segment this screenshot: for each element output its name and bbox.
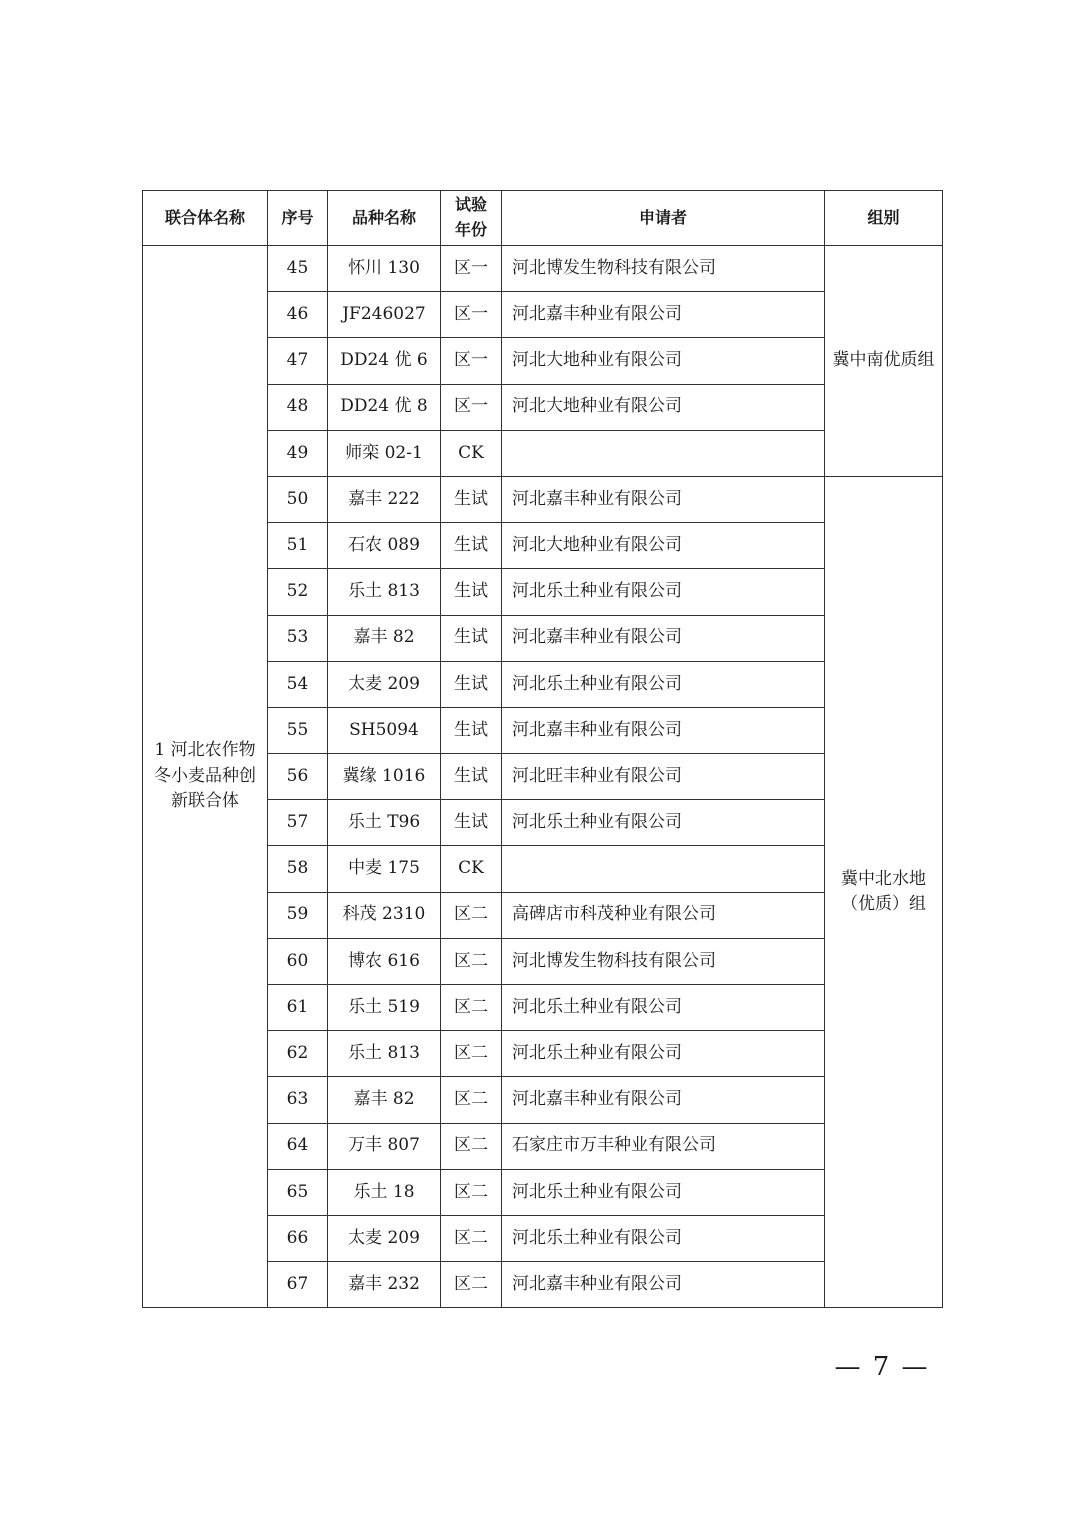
no-cell: 59 xyxy=(268,892,328,938)
no-cell: 53 xyxy=(268,615,328,661)
no-cell: 54 xyxy=(268,661,328,707)
variety-cell: 乐土 519 xyxy=(328,985,441,1031)
applicant-cell: 河北旺丰种业有限公司 xyxy=(502,754,825,800)
year-cell: 生试 xyxy=(441,661,502,707)
page-number: — 7 — xyxy=(834,1352,930,1382)
year-cell: 区二 xyxy=(441,1031,502,1077)
year-cell: 区一 xyxy=(441,292,502,338)
applicant-cell: 河北嘉丰种业有限公司 xyxy=(502,1077,825,1123)
table-row xyxy=(143,246,943,292)
variety-cell: 太麦 209 xyxy=(328,1215,441,1261)
year-cell: 生试 xyxy=(441,754,502,800)
header-variety: 品种名称 xyxy=(328,191,441,246)
applicant-cell: 河北博发生物科技有限公司 xyxy=(502,938,825,984)
header-group: 组别 xyxy=(825,191,943,246)
no-cell: 58 xyxy=(268,846,328,892)
applicant-cell: 河北乐土种业有限公司 xyxy=(502,569,825,615)
year-cell: 生试 xyxy=(441,476,502,522)
applicant-cell: 河北乐土种业有限公司 xyxy=(502,1215,825,1261)
union-name-cell: 1 河北农作物冬小麦品种创新联合体 xyxy=(143,246,268,1308)
no-cell: 63 xyxy=(268,1077,328,1123)
no-cell: 66 xyxy=(268,1215,328,1261)
applicant-cell: 河北嘉丰种业有限公司 xyxy=(502,292,825,338)
no-cell: 57 xyxy=(268,800,328,846)
applicant-cell: 河北嘉丰种业有限公司 xyxy=(502,1262,825,1308)
applicant-cell: 河北嘉丰种业有限公司 xyxy=(502,707,825,753)
variety-cell: JF246027 xyxy=(328,292,441,338)
variety-cell: 嘉丰 232 xyxy=(328,1262,441,1308)
variety-cell: 师栾 02-1 xyxy=(328,430,441,476)
variety-cell: 嘉丰 82 xyxy=(328,615,441,661)
variety-cell: 嘉丰 82 xyxy=(328,1077,441,1123)
applicant-cell xyxy=(502,846,825,892)
year-cell: 区二 xyxy=(441,1123,502,1169)
applicant-cell: 石家庄市万丰种业有限公司 xyxy=(502,1123,825,1169)
applicant-cell: 河北大地种业有限公司 xyxy=(502,338,825,384)
variety-cell: 中麦 175 xyxy=(328,846,441,892)
no-cell: 67 xyxy=(268,1262,328,1308)
year-cell: 区二 xyxy=(441,938,502,984)
no-cell: 55 xyxy=(268,707,328,753)
variety-cell: 乐土 813 xyxy=(328,569,441,615)
applicant-cell: 河北大地种业有限公司 xyxy=(502,384,825,430)
no-cell: 60 xyxy=(268,938,328,984)
year-cell: 区二 xyxy=(441,1077,502,1123)
no-cell: 46 xyxy=(268,292,328,338)
year-cell: 区二 xyxy=(441,892,502,938)
no-cell: 47 xyxy=(268,338,328,384)
year-cell: CK xyxy=(441,430,502,476)
no-cell: 45 xyxy=(268,246,328,292)
variety-cell: DD24 优 6 xyxy=(328,338,441,384)
variety-cell: 冀缘 1016 xyxy=(328,754,441,800)
year-cell: 生试 xyxy=(441,615,502,661)
applicant-cell: 河北乐土种业有限公司 xyxy=(502,800,825,846)
header-year: 试验年份 xyxy=(441,191,502,246)
variety-cell: DD24 优 8 xyxy=(328,384,441,430)
no-cell: 51 xyxy=(268,523,328,569)
year-cell: 生试 xyxy=(441,569,502,615)
no-cell: 48 xyxy=(268,384,328,430)
variety-cell: 太麦 209 xyxy=(328,661,441,707)
no-cell: 64 xyxy=(268,1123,328,1169)
applicant-cell: 河北乐土种业有限公司 xyxy=(502,661,825,707)
year-cell: 生试 xyxy=(441,523,502,569)
variety-cell: 乐土 813 xyxy=(328,1031,441,1077)
year-cell: 生试 xyxy=(441,800,502,846)
table-body xyxy=(143,246,943,1308)
year-cell: 区一 xyxy=(441,246,502,292)
variety-cell: 嘉丰 222 xyxy=(328,476,441,522)
no-cell: 50 xyxy=(268,476,328,522)
applicant-cell: 高碑店市科茂种业有限公司 xyxy=(502,892,825,938)
variety-cell: 石农 089 xyxy=(328,523,441,569)
variety-cell: SH5094 xyxy=(328,707,441,753)
no-cell: 65 xyxy=(268,1169,328,1215)
header-row xyxy=(143,191,943,246)
group-name-cell: 冀中北水地（优质）组 xyxy=(825,476,943,1307)
year-cell: 区一 xyxy=(441,338,502,384)
applicant-cell: 河北大地种业有限公司 xyxy=(502,523,825,569)
header-union: 联合体名称 xyxy=(143,191,268,246)
variety-cell: 乐土 18 xyxy=(328,1169,441,1215)
header-no: 序号 xyxy=(268,191,328,246)
no-cell: 62 xyxy=(268,1031,328,1077)
applicant-cell: 河北嘉丰种业有限公司 xyxy=(502,476,825,522)
year-cell: 区二 xyxy=(441,1215,502,1261)
variety-table xyxy=(142,190,943,1308)
applicant-cell xyxy=(502,430,825,476)
group-name-cell: 冀中南优质组 xyxy=(825,246,943,477)
applicant-cell: 河北博发生物科技有限公司 xyxy=(502,246,825,292)
year-cell: 生试 xyxy=(441,707,502,753)
year-cell: 区二 xyxy=(441,985,502,1031)
variety-cell: 博农 616 xyxy=(328,938,441,984)
no-cell: 49 xyxy=(268,430,328,476)
variety-cell: 科茂 2310 xyxy=(328,892,441,938)
no-cell: 56 xyxy=(268,754,328,800)
no-cell: 52 xyxy=(268,569,328,615)
year-cell: 区二 xyxy=(441,1169,502,1215)
applicant-cell: 河北乐土种业有限公司 xyxy=(502,1031,825,1077)
applicant-cell: 河北乐土种业有限公司 xyxy=(502,1169,825,1215)
table-header xyxy=(143,191,943,246)
year-cell: 区一 xyxy=(441,384,502,430)
applicant-cell: 河北嘉丰种业有限公司 xyxy=(502,615,825,661)
header-applicant: 申请者 xyxy=(502,191,825,246)
year-cell: CK xyxy=(441,846,502,892)
variety-cell: 乐土 T96 xyxy=(328,800,441,846)
applicant-cell: 河北乐土种业有限公司 xyxy=(502,985,825,1031)
year-cell: 区二 xyxy=(441,1262,502,1308)
variety-cell: 怀川 130 xyxy=(328,246,441,292)
variety-cell: 万丰 807 xyxy=(328,1123,441,1169)
no-cell: 61 xyxy=(268,985,328,1031)
